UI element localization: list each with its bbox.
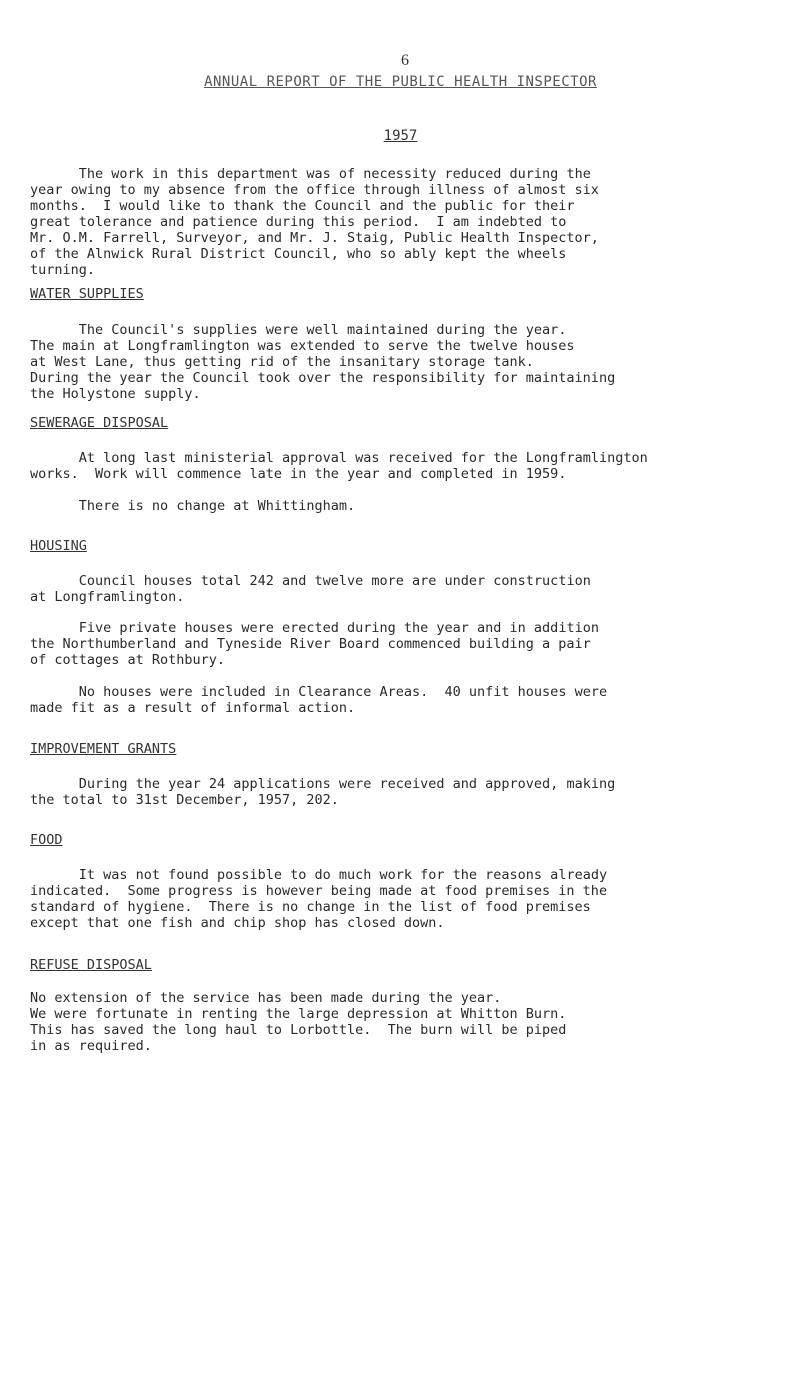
housing-paragraph-1: Council houses total 242 and twelve more are under construction at Longframlington. [30,573,591,605]
page-number: 6 [401,52,409,69]
water-supplies-heading: WATER SUPPLIES [30,286,144,302]
housing-heading: HOUSING [30,538,87,554]
sewerage-disposal-paragraph-2: There is no change at Whittingham. [30,498,356,514]
report-year: 1957 [383,128,418,144]
intro-paragraph: The work in this department was of necessity reduced during the year owing to my absence from the office through illness of almost six months. I would like to thank the Council and the public for their great tolerance and patience during this period. I am indebted to Mr. O.M. Farrell, Surveyor, and Mr. J. Staig, Public Health Inspector, of the Alnwick Rural District Council, who so ably kept the wheels turning. [30,166,599,278]
housing-paragraph-2: Five private houses were erected during the year and in addition the Northumberland and Tyneside River Board commenced building a pair of cottages at Rothbury. [30,620,599,668]
sewerage-disposal-heading: SEWERAGE DISPOSAL [30,415,169,431]
housing-paragraph-3: No houses were included in Clearance Areas. 40 unfit houses were made fit as a result of informal action. [30,684,608,716]
improvement-grants-heading: IMPROVEMENT GRANTS [30,741,177,757]
report-title: ANNUAL REPORT OF THE PUBLIC HEALTH INSPECTOR [204,74,597,90]
improvement-grants-paragraph: During the year 24 applications were received and approved, making the total to 31st December, 1957, 202. [30,776,616,808]
food-paragraph: It was not found possible to do much work for the reasons already indicated. Some progress is however being made at food premises in the standard of hygiene. There is no change in the list of food premises except that one fish and chip shop has closed down. [30,867,608,931]
refuse-disposal-paragraph: No extension of the service has been made during the year. We were fortunate in renting the large depression at Whitton Burn. This has saved the long haul to Lorbottle. The burn will be piped in as required. [30,990,567,1054]
sewerage-disposal-paragraph-1: At long last ministerial approval was received for the Longframlington works. Work will commence late in the year and completed in 1959. [30,450,648,482]
refuse-disposal-heading: REFUSE DISPOSAL [30,957,152,973]
water-supplies-paragraph: The Council's supplies were well maintained during the year. The main at Longframlington was extended to serve the twelve houses at West Lane, thus getting rid of the insanitary storage tank. During the year the Council took over the responsibility for maintaining the Holystone supply. [30,322,616,402]
food-heading: FOOD [30,832,63,848]
